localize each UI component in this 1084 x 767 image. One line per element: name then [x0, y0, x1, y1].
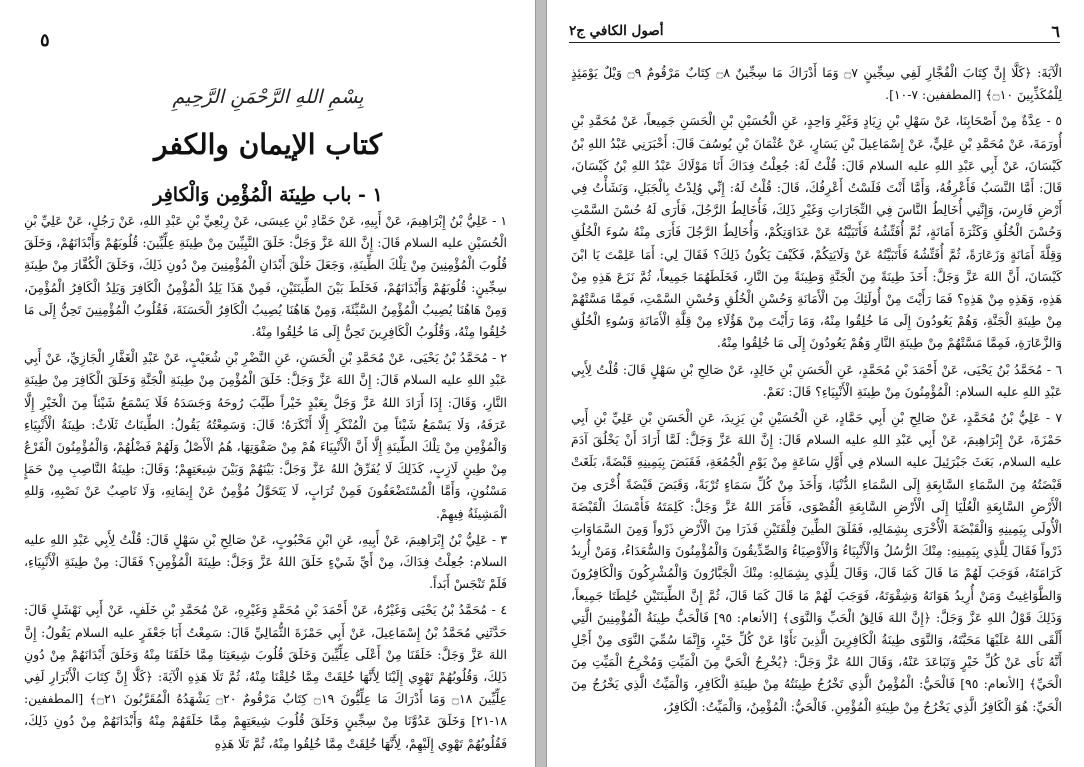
- chapter-heading: ١ - باب طِينَة الْمُؤْمِن وَالْكافِر: [153, 184, 383, 206]
- hadith-paragraph: ٤ - مُحَمَّدُ بْنُ يَحْيَى وَغَيْرُهُ، عَنْ أَحْمَدَ بْنِ مُحَمَّدٍ وَغَيْرِهِ، عَنْ مُحَمَّدِ بْنِ خَلَفٍ، عَنْ أَبِي نَهْشَلٍ قَالَ: حَدَّثَنِي مُحَمَّدُ بْنُ إِسْمَاعِيلَ، عَنْ أَبِي حَمْزَةَ الثُّمَالِيِّ قَالَ: سَمِعْتُ أَبَا جَعْفَرٍ عليه السلام يَقُولُ: إِنَّ اللهَ عَزَّ وَجَلَّ: خَلَقَنَا مِنْ أَعْلَى عِلِّيِّينَ وَخَلَقَ قُلُوبَ شِيعَتِنَا مِمَّا خَلَقَنَا مِنْهُ وَخَلَقَ أَبْدَانَهُمْ مِنْ دُونِ ذَلِكَ، وَقُلُوبُهُمْ تَهْوِي إِلَيْنَا لِأَنَّهَا خُلِقَتْ مِمَّا خُلِقْنَا مِنْهُ، ثُمَّ تَلَا هَذِهِ الْآيَةَ: ﴿كَلَّا إِنَّ كِتَابَ الْأَبْرَارِ لَفِي عِلِّيِّينَ ۝١٨ وَمَا أَدْرَاكَ مَا عِلِّيُّونَ ۝١٩ كِتَابٌ مَرْقُومٌ ۝٢٠ يَشْهَدُهُ الْمُقَرَّبُونَ ۝٢١﴾ [المطففين: ١٨-٢١] وَخَلَقَ عَدُوَّنَا مِنْ سِجِّينٍ وَخَلَقَ قُلُوبَ شِيعَتِهِمْ مِمَّا خَلَقَهُمْ مِنْهُ وَأَبْدَانَهُمْ مِنْ دُونِ ذَلِكَ، فَقُلُوبُهُمْ تَهْوِي إِلَيْهِمْ، لِأَنَّهَا خُلِقَتْ مِمَّا خُلِقُوا مِنْهُ، ثُمَّ تَلَا هَذِهِ: [24, 602, 507, 751]
- hadith-paragraph: ٦ - مُحَمَّدُ بْنُ يَحْيَى، عَنْ أَحْمَدَ بْنِ مُحَمَّدٍ، عَنِ الْحَسَنِ بْنِ خَالِدٍ، عَنْ صَالِحِ بْنِ سَهْلٍ قَالَ: قُلْتُ لِأَبِي عَبْدِ اللهِ عليه السلام: الْمُؤْمِنُونَ مِنْ طِينَةِ الْأَنْبِيَاءِ؟ قَالَ: نَعَمْ.: [571, 361, 1062, 399]
- book-title: كتاب الإيمان والكفر: [154, 128, 382, 161]
- hadith-paragraph: ٥ - عِدَّةٌ مِنْ أَصْحَابِنَا، عَنْ سَهْلِ بْنِ زِيَادٍ وَغَيْرِ وَاحِدٍ، عَنِ الْحُسَيْنِ بْنِ الْحَسَنِ جَمِيعاً، عَنْ مُحَمَّدِ بْنِ أُورَمَةَ، عَنْ مُحَمَّدِ بْنِ عَلِيٍّ، عَنْ إِسْمَاعِيلَ بْنِ يَسَارٍ، عَنْ عُثْمَانَ بْنِ يُوسُفَ قَالَ: أَخْبَرَنِي عَبْدُ اللهِ بْنُ كَيْسَانَ، عَنْ أَبِي عَبْدِ اللهِ عليه السلام قَالَ: قُلْتُ لَهُ: جُعِلْتُ فِدَاكَ أَنَا مَوْلَاكَ عَبْدُ اللهِ بْنُ كَيْسَانَ، قَالَ: أَمَّا النَّسَبُ فَأَعْرِفُهُ، وَأَمَّا أَنْتَ فَلَسْتُ أَعْرِفُكَ، قَالَ: قُلْتُ لَهُ: إِنِّي وُلِدْتُ بِالْجَبَلِ، وَنَشَأْتُ فِي أَرْضِ فَارِسَ، وَإِنَّنِي أُخَالِطُ النَّاسَ فِي التِّجَارَاتِ وَغَيْرِ ذَلِكَ، فَأُخَالِطُ الرَّجُلَ، فَأَرَى لَهُ حُسْنَ السَّمْتِ وَحُسْنَ الْخُلُقِ وَكَثْرَةَ أَمَانَةٍ، ثُمَّ أُفَتِّشُهُ فَأَتَبَيَّنُهُ عَنْ عَدَاوَتِكُمْ، وَأُخَالِطُ الرَّجُلَ فَأَرَى مِنْهُ سُوءَ الْخُلُقِ وَقِلَّةَ أَمَانَةٍ وَزَعَارَةً، ثُمَّ أُفَتِّشُهُ فَأَتَبَيَّنُهُ عَنْ وَلَايَتِكُمْ، فَكَيْفَ يَكُونُ ذَلِكَ؟ فَقَالَ لِي: أَمَا عَلِمْتَ يَا ابْنَ كَيْسَانَ، أَنَّ اللهَ عَزَّ وَجَلَّ: أَخَذَ طِينَةً مِنَ الْجَنَّةِ وَطِينَةً مِنَ النَّارِ، فَخَلَطَهُمَا جَمِيعاً، ثُمَّ نَزَعَ هَذِهِ مِنْ هَذِهِ، وَهَذِهِ مِنْ هَذِهِ؟ فَمَا رَأَيْتَ مِنْ أُولَئِكَ مِنَ الْأَمَانَةِ وَحُسْنِ الْخُلُقِ وَحُسْنِ السَّمْتِ، فَمِمَّا مَسَّتْهُمْ مِنْ طِينَةِ الْجَنَّةِ، وَهُمْ يَعُودُونَ إِلَى مَا خُلِقُوا مِنْهُ، وَمَا رَأَيْتَ مِنْ هَؤُلَاءِ مِنْ قِلَّةِ الْأَمَانَةِ وَسُوءِ الْخُلُقِ وَالزَّعَارَةِ، فَمِمَّا مَسَّتْهُمْ مِنْ طِينَةِ النَّارِ وَهُمْ يَعُودُونَ إِلَى مَا خُلِقُوا مِنْهُ.: [571, 113, 1062, 351]
- left-page: [0, 0, 536, 767]
- running-title: أصول الكافي ج٢: [569, 23, 664, 39]
- left-body-text: [24, 210, 507, 763]
- hadith-paragraph: ٢ - مُحَمَّدُ بْنُ يَحْيَى، عَنْ مُحَمَّدِ بْنِ الْحَسَنِ، عَنِ النَّضْرِ بْنِ شُعَيْبٍ، عَنْ عَبْدِ الْغَفَّارِ الْجَازِيِّ، عَنْ أَبِي عَبْدِ اللهِ عليه السلام قَالَ: إِنَّ اللهَ عَزَّ وَجَلَّ: خَلَقَ الْمُؤْمِنَ مِنْ طِينَةِ الْجَنَّةِ وَخَلَقَ الْكَافِرَ مِنْ طِينَةِ النَّارِ، وَقَالَ: إِذَا أَرَادَ اللهُ عَزَّ وَجَلَّ بِعَبْدٍ خَيْراً طَيَّبَ رُوحَهُ وَجَسَدَهُ فَلَا يَسْمَعُ شَيْئاً مِنَ الْخَيْرِ إِلَّا عَرَفَهُ، وَلَا يَسْمَعُ شَيْئاً مِنَ الْمُنْكَرِ إِلَّا أَنْكَرَهُ؛ قَالَ: وَسَمِعْتُهُ يَقُولُ: الطِّينَاتُ ثَلَاثٌ: طِينَةُ الْأَنْبِيَاءِ وَالْمُؤْمِنِ مِنْ تِلْكَ الطِّينَةِ إِلَّا أَنَّ الْأَنْبِيَاءَ هُمْ مِنْ صَفْوَتِهَا، هُمُ الْأَصْلُ وَلَهُمْ فَضْلُهُمْ، وَالْمُؤْمِنُونَ الْفَرْعُ مِنْ طِينٍ لَازِبٍ، كَذَلِكَ لَا يُفَرِّقُ اللهُ عَزَّ وَجَلَّ: بَيْنَهُمْ وَبَيْنَ شِيعَتِهِمْ؛ وَقَالَ: طِينَةُ النَّاصِبِ مِنْ حَمَإٍ مَسْنُونٍ، وَأَمَّا الْمُسْتَضْعَفُونَ فَمِنْ تُرَابٍ، لَا يَتَحَوَّلُ مُؤْمِنٌ عَنْ إِيمَانِهِ، وَلَا نَاصِبٌ عَنْ نَصْبِهِ، وَللهِ الْمَشِيئَةُ فِيهِمْ.: [24, 350, 507, 521]
- book-gutter: [536, 0, 546, 767]
- page-number: ٥: [40, 30, 50, 51]
- running-header: [569, 22, 1060, 43]
- hadith-paragraph: ٣ - عَلِيُّ بْنُ إِبْرَاهِيمَ، عَنْ أَبِيهِ، عَنِ ابْنِ مَحْبُوبٍ، عَنْ صَالِحِ بْنِ سَهْلٍ قَالَ: قُلْتُ لِأَبِي عَبْدِ اللهِ عليه السلام: جُعِلْتُ فِدَاكَ، مِنْ أَيِّ شَيْءٍ خَلَقَ اللهُ عَزَّ وَجَلَّ: طِينَةَ الْمُؤْمِنِ؟ فَقَالَ: مِنْ طِينَةِ الْأَنْبِيَاءِ، فَلَمْ تَنْجَسْ أَبَداً.: [24, 531, 507, 592]
- hadith-paragraph: ٧ - عَلِيُّ بْنُ مُحَمَّدٍ، عَنْ صَالِحِ بْنِ أَبِي حَمَّادٍ، عَنِ الْحُسَيْنِ بْنِ يَزِيدَ، عَنِ الْحَسَنِ بْنِ عَلِيِّ بْنِ أَبِي حَمْزَةَ، عَنْ إِبْرَاهِيمَ، عَنْ أَبِي عَبْدِ اللهِ عليه السلام قَالَ: إِنَّ اللهَ عَزَّ وَجَلَّ: لَمَّا أَرَادَ أَنْ يَخْلُقَ آدَمَ عليه السلام، بَعَثَ جَبْرَئِيلَ عليه السلام فِي أَوَّلِ سَاعَةٍ مِنْ يَوْمِ الْجُمُعَةِ، فَقَبَضَ بِيَمِينِهِ قَبْضَةً، بَلَغَتْ قَبْضَتُهُ مِنَ السَّمَاءِ السَّابِعَةِ إِلَى السَّمَاءِ الدُّنْيَا، وَأَخَذَ مِنْ كُلِّ سَمَاءٍ تُرْبَةً، وَقَبَضَ قَبْضَةً أُخْرَى مِنَ الْأَرْضِ السَّابِعَةِ الْعُلْيَا إِلَى الْأَرْضِ السَّابِعَةِ الْقُصْوَى، فَأَمَرَ اللهُ عَزَّ وَجَلَّ: كَلِمَتَهُ فَأَمْسَكَ الْقَبْضَةَ الْأُولَى بِيَمِينِهِ وَالْقَبْضَةَ الْأُخْرَى بِشِمَالِهِ، فَفَلَقَ الطِّينَ فِلْقَتَيْنِ فَذَرَا مِنَ الْأَرْضِ ذَرْواً وَمِنَ السَّمَاوَاتِ ذَرْواً فَقَالَ لِلَّذِي بِيَمِينِهِ: مِنْكَ الرُّسُلُ وَالْأَنْبِيَاءُ وَالْأَوْصِيَاءُ وَالصِّدِّيقُونَ وَالْمُؤْمِنُونَ وَالسُّعَدَاءُ، وَمَنْ أُرِيدُ كَرَامَتَهُ، فَوَجَبَ لَهُمْ مَا قَالَ كَمَا قَالَ، وَقَالَ لِلَّذِي بِشِمَالِهِ: مِنْكَ الْجَبَّارُونَ وَالْمُشْرِكُونَ وَالْكَافِرُونَ وَالطَّوَاغِيتُ وَمَنْ أُرِيدُ هَوَانَهُ وَشِقْوَتَهُ، فَوَجَبَ لَهُمْ مَا قَالَ كَمَا قَالَ، ثُمَّ إِنَّ الطِّينَتَيْنِ خُلِطَتَا جَمِيعاً، وَذَلِكَ قَوْلُ اللهِ عَزَّ وَجَلَّ: ﴿إِنَّ اللهَ فَالِقُ الْحَبِّ وَالنَّوَى﴾ [الأنعام: ٩٥] فَالْحَبُّ طِينَةُ الْمُؤْمِنِينَ الَّتِي أَلْقَى اللهُ عَلَيْهَا مَحَبَّتَهُ، وَالنَّوَى طِينَةُ الْكَافِرِينَ الَّذِينَ نَأَوْا عَنْ كُلِّ خَيْرٍ، وَإِنَّمَا سُمِّيَ النَّوَى مِنْ أَجْلِ أَنَّهُ نَأَى عَنْ كُلِّ خَيْرٍ وَتَبَاعَدَ عَنْهُ، وَقَالَ اللهُ عَزَّ وَجَلَّ: ﴿يُخْرِجُ الْحَيَّ مِنَ الْمَيِّتِ وَمُخْرِجُ الْمَيِّتِ مِنَ الْحَيِّ﴾ [الأنعام: ٩٥] فَالْحَيُّ: الْمُؤْمِنُ الَّذِي تَخْرُجُ طِينَتُهُ مِنْ طِينَةِ الْكَافِرِ، وَالْمَيِّتُ الَّذِي يَخْرُجُ مِنَ الْحَيِّ: هُوَ الْكَافِرُ الَّذِي يَخْرُجُ مِنْ طِينَةِ الْمُؤْمِنِ. فَالْحَيُّ: الْمُؤْمِنُ، وَالْمَيِّتُ: الْكَافِرُ،: [571, 410, 1062, 714]
- verse-paragraph: الْآيَةَ: ﴿كَلَّا إِنَّ كِتَابَ الْفُجَّارِ لَفِي سِجِّينٍ ۝٧ وَمَا أَدْرَاكَ مَا سِجِّينٌ ۝٨ كِتَابٌ مَرْقُومٌ ۝٩ وَيْلٌ يَوْمَئِذٍ لِلْمُكَذِّبِينَ ۝١٠﴾ [المطففين: ٧-١٠].: [571, 65, 1062, 103]
- right-body-text: [571, 62, 1062, 763]
- page-number: ٦: [1051, 22, 1060, 41]
- right-page: [546, 0, 1084, 767]
- basmala: بِسْمِ اللهِ الرَّحْمَنِ الرَّحِيمِ: [172, 86, 364, 108]
- hadith-paragraph: ١ - عَلِيُّ بْنُ إِبْرَاهِيمَ، عَنْ أَبِيهِ، عَنْ حَمَّادِ بْنِ عِيسَى، عَنْ رِبْعِيِّ بْنِ عَبْدِ اللهِ، عَنْ رَجُلٍ، عَنْ عَلِيِّ بْنِ الْحُسَيْنِ عليه السلام قَالَ: إِنَّ اللهَ عَزَّ وَجَلَّ: خَلَقَ النَّبِيِّينَ مِنْ طِينَةِ عِلِّيِّينَ: قُلُوبَهُمْ وَأَبْدَانَهُمْ، وَخَلَقَ قُلُوبَ الْمُؤْمِنِينَ مِنْ تِلْكَ الطِّينَةِ، وَجَعَلَ خَلْقَ أَبْدَانِ الْمُؤْمِنِينَ مِنْ دُونِ ذَلِكَ، وَخَلَقَ الْكُفَّارَ مِنْ طِينَةِ سِجِّينٍ: قُلُوبَهُمْ وَأَبْدَانَهُمْ، فَخَلَطَ بَيْنَ الطِّينَتَيْنِ، فَمِنْ هَذَا يَلِدُ الْمُؤْمِنُ الْكَافِرَ وَيَلِدُ الْكَافِرُ الْمُؤْمِنَ، وَمِنْ هَاهُنَا يُصِيبُ الْمُؤْمِنُ السَّيِّئَةَ، وَمِنْ هَاهُنَا يُصِيبُ الْكَافِرُ الْحَسَنَةَ، فَقُلُوبُ الْمُؤْمِنِينَ تَحِنُّ إِلَى مَا خُلِقُوا مِنْهُ، وَقُلُوبُ الْكَافِرِينَ تَحِنُّ إِلَى مَا خُلِقُوا مِنْهُ.: [24, 213, 507, 340]
